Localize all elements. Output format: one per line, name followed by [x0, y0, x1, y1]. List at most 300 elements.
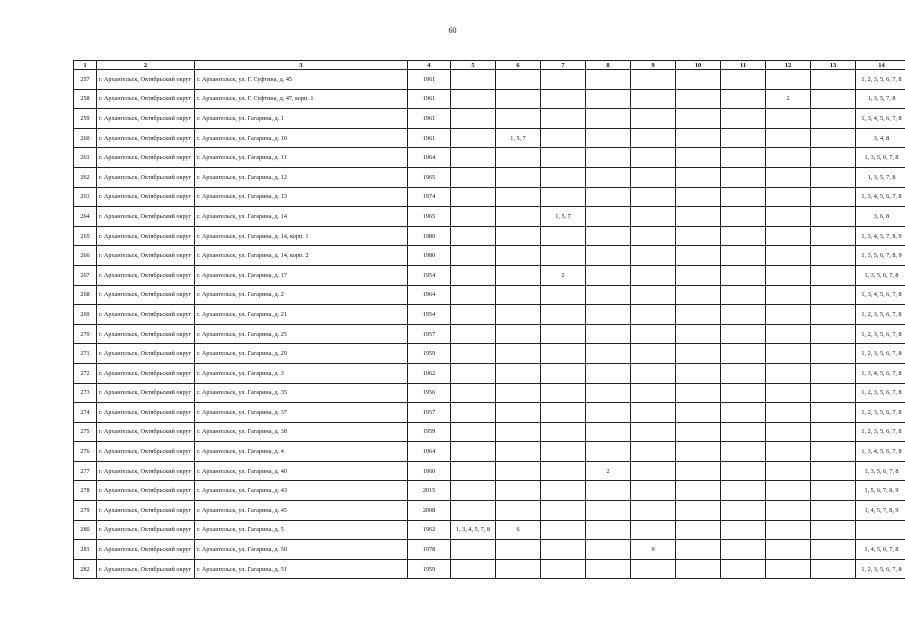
- address-cell: г. Архангельск, ул. Гагарина, д. 43: [195, 481, 408, 501]
- table-row: [74, 383, 905, 403]
- col-9-cell: [631, 403, 676, 423]
- col-9-cell: [631, 70, 676, 90]
- col-9-cell: [631, 501, 676, 521]
- col-13-cell: [811, 501, 856, 521]
- col-10-cell: [676, 246, 721, 266]
- col-9-cell: [631, 442, 676, 462]
- address-cell: г. Архангельск, ул. Гагарина, д. 50: [195, 540, 408, 560]
- col-7-cell: [541, 167, 586, 187]
- location-cell: г. Архангельск, Октябрьский округ: [97, 501, 195, 521]
- col-12-cell: [766, 305, 811, 325]
- col-12-cell: [766, 344, 811, 364]
- col-14-cell: 1, 3, 4, 5, 7, 8, 9: [856, 226, 905, 246]
- row-number: 266: [74, 246, 97, 266]
- col-11-cell: [721, 520, 766, 540]
- row-number: 278: [74, 481, 97, 501]
- col-9-cell: [631, 246, 676, 266]
- col-12-cell: [766, 285, 811, 305]
- col-9-cell: [631, 305, 676, 325]
- location-cell: г. Архангельск, Октябрьский округ: [97, 226, 195, 246]
- location-cell: г. Архангельск, Октябрьский округ: [97, 422, 195, 442]
- col-10-cell: [676, 344, 721, 364]
- col-9-cell: [631, 187, 676, 207]
- year-cell: 1980: [408, 226, 451, 246]
- col-14-cell: 1, 2, 3, 5, 6, 7, 8: [856, 305, 905, 325]
- header-row: [74, 61, 905, 70]
- row-number: 260: [74, 128, 97, 148]
- col-10-cell: [676, 540, 721, 560]
- table-row: [74, 226, 905, 246]
- col-12-cell: [766, 148, 811, 168]
- col-13-cell: [811, 422, 856, 442]
- col-6-cell: [496, 109, 541, 129]
- column-header-8: 8: [586, 61, 631, 70]
- col-14-cell: 1, 2, 3, 5, 6, 7, 8: [856, 324, 905, 344]
- col-6-cell: [496, 540, 541, 560]
- column-header-2: 2: [97, 61, 195, 70]
- col-6-cell: [496, 148, 541, 168]
- col-14-cell: 1, 2, 3, 5, 6, 7, 8: [856, 70, 905, 90]
- address-cell: г. Архангельск, ул. Гагарина, д. 10: [195, 128, 408, 148]
- column-header-13: 13: [811, 61, 856, 70]
- col-13-cell: [811, 285, 856, 305]
- col-5-cell: [451, 305, 496, 325]
- col-14-cell: 1, 3, 4, 5, 6, 7, 8: [856, 187, 905, 207]
- year-cell: 1961: [408, 89, 451, 109]
- year-cell: 1961: [408, 70, 451, 90]
- row-number: 275: [74, 422, 97, 442]
- col-7-cell: [541, 285, 586, 305]
- col-13-cell: [811, 109, 856, 129]
- location-cell: г. Архангельск, Октябрьский округ: [97, 305, 195, 325]
- col-7-cell: [541, 540, 586, 560]
- col-5-cell: [451, 128, 496, 148]
- col-12-cell: [766, 442, 811, 462]
- location-cell: г. Архангельск, Октябрьский округ: [97, 383, 195, 403]
- col-6-cell: [496, 501, 541, 521]
- col-12-cell: [766, 363, 811, 383]
- row-number: 263: [74, 187, 97, 207]
- col-12-cell: [766, 265, 811, 285]
- col-14-cell: 1, 3, 5, 7, 8: [856, 167, 905, 187]
- address-cell: г. Архангельск, ул. Гагарина, д. 14: [195, 207, 408, 227]
- table-row: [74, 187, 905, 207]
- col-5-cell: [451, 422, 496, 442]
- col-12-cell: [766, 167, 811, 187]
- col-8-cell: [586, 520, 631, 540]
- col-9-cell: [631, 128, 676, 148]
- year-cell: 1964: [408, 285, 451, 305]
- col-8-cell: [586, 363, 631, 383]
- col-9-cell: [631, 285, 676, 305]
- col-8-cell: [586, 70, 631, 90]
- col-10-cell: [676, 285, 721, 305]
- col-14-cell: [856, 520, 905, 540]
- table-row: [74, 207, 905, 227]
- year-cell: 1957: [408, 324, 451, 344]
- col-6-cell: [496, 442, 541, 462]
- col-11-cell: [721, 383, 766, 403]
- col-12-cell: [766, 481, 811, 501]
- col-10-cell: [676, 187, 721, 207]
- col-13-cell: [811, 148, 856, 168]
- col-9-cell: [631, 109, 676, 129]
- col-5-cell: [451, 148, 496, 168]
- col-8-cell: [586, 109, 631, 129]
- col-13-cell: [811, 363, 856, 383]
- column-header-4: 4: [408, 61, 451, 70]
- location-cell: г. Архангельск, Октябрьский округ: [97, 207, 195, 227]
- year-cell: 1965: [408, 167, 451, 187]
- row-number: 257: [74, 70, 97, 90]
- location-cell: г. Архангельск, Октябрьский округ: [97, 363, 195, 383]
- col-5-cell: [451, 540, 496, 560]
- table-row: [74, 246, 905, 266]
- column-header-5: 5: [451, 61, 496, 70]
- col-8-cell: [586, 383, 631, 403]
- col-8-cell: [586, 481, 631, 501]
- col-5-cell: [451, 285, 496, 305]
- page-number: 60: [448, 26, 457, 35]
- col-8-cell: [586, 540, 631, 560]
- location-cell: г. Архангельск, Октябрьский округ: [97, 246, 195, 266]
- location-cell: г. Архангельск, Октябрьский округ: [97, 167, 195, 187]
- col-5-cell: [451, 70, 496, 90]
- address-cell: г. Архангельск, ул. Гагарина, д. 14, корп. 1: [195, 226, 408, 246]
- col-5-cell: [451, 226, 496, 246]
- year-cell: 1964: [408, 442, 451, 462]
- col-12-cell: [766, 70, 811, 90]
- col-7-cell: [541, 481, 586, 501]
- col-12-cell: 2: [766, 89, 811, 109]
- col-13-cell: [811, 481, 856, 501]
- year-cell: 1959: [408, 422, 451, 442]
- col-8-cell: [586, 167, 631, 187]
- col-11-cell: [721, 167, 766, 187]
- col-6-cell: [496, 226, 541, 246]
- col-12-cell: [766, 109, 811, 129]
- col-11-cell: [721, 265, 766, 285]
- col-12-cell: [766, 226, 811, 246]
- col-10-cell: [676, 265, 721, 285]
- col-10-cell: [676, 461, 721, 481]
- location-cell: г. Архангельск, Октябрьский округ: [97, 109, 195, 129]
- col-5-cell: [451, 187, 496, 207]
- col-9-cell: [631, 461, 676, 481]
- column-header-6: 6: [496, 61, 541, 70]
- location-cell: г. Архангельск, Октябрьский округ: [97, 128, 195, 148]
- col-10-cell: [676, 305, 721, 325]
- col-13-cell: [811, 89, 856, 109]
- col-13-cell: [811, 128, 856, 148]
- table-row: [74, 540, 905, 560]
- col-8-cell: [586, 559, 631, 579]
- col-5-cell: [451, 501, 496, 521]
- col-5-cell: [451, 559, 496, 579]
- col-13-cell: [811, 461, 856, 481]
- col-11-cell: [721, 109, 766, 129]
- col-13-cell: [811, 403, 856, 423]
- table-row: [74, 128, 905, 148]
- col-10-cell: [676, 207, 721, 227]
- address-cell: г. Архангельск, ул. Гагарина, д. 38: [195, 422, 408, 442]
- col-7-cell: [541, 246, 586, 266]
- col-7-cell: [541, 226, 586, 246]
- table-row: [74, 461, 905, 481]
- col-5-cell: [451, 403, 496, 423]
- col-6-cell: [496, 70, 541, 90]
- col-9-cell: [631, 167, 676, 187]
- year-cell: 2015: [408, 481, 451, 501]
- col-9-cell: [631, 324, 676, 344]
- col-8-cell: [586, 148, 631, 168]
- col-13-cell: [811, 246, 856, 266]
- row-number: 262: [74, 167, 97, 187]
- row-number: 264: [74, 207, 97, 227]
- col-10-cell: [676, 383, 721, 403]
- row-number: 269: [74, 305, 97, 325]
- col-5-cell: [451, 265, 496, 285]
- col-11-cell: [721, 481, 766, 501]
- col-6-cell: [496, 207, 541, 227]
- location-cell: г. Архангельск, Октябрьский округ: [97, 540, 195, 560]
- col-13-cell: [811, 167, 856, 187]
- table-row: [74, 324, 905, 344]
- address-cell: г. Архангельск, ул. Гагарина, д. 13: [195, 187, 408, 207]
- col-7-cell: [541, 461, 586, 481]
- col-11-cell: [721, 403, 766, 423]
- col-12-cell: [766, 383, 811, 403]
- table-row: [74, 109, 905, 129]
- column-header-14: 14: [856, 61, 905, 70]
- col-14-cell: 1, 2, 3, 5, 6, 7, 8: [856, 383, 905, 403]
- col-8-cell: [586, 128, 631, 148]
- col-11-cell: [721, 226, 766, 246]
- year-cell: 1974: [408, 187, 451, 207]
- address-cell: г. Архангельск, ул. Г. Суфтина, д. 45: [195, 70, 408, 90]
- year-cell: 2008: [408, 501, 451, 521]
- col-11-cell: [721, 187, 766, 207]
- col-11-cell: [721, 246, 766, 266]
- col-13-cell: [811, 559, 856, 579]
- col-6-cell: [496, 305, 541, 325]
- col-14-cell: 1, 2, 3, 5, 6, 7, 8: [856, 422, 905, 442]
- col-9-cell: [631, 89, 676, 109]
- col-14-cell: 1, 4, 5, 6, 7, 8: [856, 540, 905, 560]
- location-cell: г. Архангельск, Октябрьский округ: [97, 148, 195, 168]
- column-header-10: 10: [676, 61, 721, 70]
- col-11-cell: [721, 148, 766, 168]
- col-5-cell: [451, 442, 496, 462]
- address-cell: г. Архангельск, ул. Гагарина, д. 35: [195, 383, 408, 403]
- col-7-cell: [541, 187, 586, 207]
- year-cell: 1964: [408, 148, 451, 168]
- column-header-7: 7: [541, 61, 586, 70]
- table-row: [74, 403, 905, 423]
- location-cell: г. Архангельск, Октябрьский округ: [97, 481, 195, 501]
- col-11-cell: [721, 89, 766, 109]
- col-6-cell: [496, 344, 541, 364]
- location-cell: г. Архангельск, Октябрьский округ: [97, 403, 195, 423]
- address-cell: г. Архангельск, ул. Гагарина, д. 12: [195, 167, 408, 187]
- col-9-cell: [631, 383, 676, 403]
- col-13-cell: [811, 442, 856, 462]
- location-cell: г. Архангельск, Октябрьский округ: [97, 461, 195, 481]
- address-cell: г. Архангельск, ул. Гагарина, д. 5: [195, 520, 408, 540]
- col-11-cell: [721, 128, 766, 148]
- col-14-cell: 1, 3, 5, 6, 7, 8, 9: [856, 246, 905, 266]
- col-11-cell: [721, 363, 766, 383]
- col-12-cell: [766, 461, 811, 481]
- col-11-cell: [721, 559, 766, 579]
- col-13-cell: [811, 305, 856, 325]
- col-9-cell: [631, 363, 676, 383]
- col-6-cell: [496, 461, 541, 481]
- col-10-cell: [676, 363, 721, 383]
- row-number: 274: [74, 403, 97, 423]
- table-row: [74, 363, 905, 383]
- col-14-cell: 1, 2, 3, 5, 6, 7, 8: [856, 403, 905, 423]
- col-9-cell: [631, 481, 676, 501]
- col-11-cell: [721, 324, 766, 344]
- col-9-cell: [631, 422, 676, 442]
- location-cell: г. Архангельск, Октябрьский округ: [97, 442, 195, 462]
- row-number: 281: [74, 540, 97, 560]
- col-8-cell: [586, 501, 631, 521]
- col-14-cell: 1, 3, 4, 5, 6, 7, 8: [856, 285, 905, 305]
- col-7-cell: [541, 422, 586, 442]
- col-10-cell: [676, 226, 721, 246]
- col-5-cell: 1, 3, 4, 5, 7, 8: [451, 520, 496, 540]
- col-8-cell: [586, 422, 631, 442]
- col-10-cell: [676, 501, 721, 521]
- col-9-cell: [631, 207, 676, 227]
- row-number: 259: [74, 109, 97, 129]
- col-14-cell: 1, 3, 5, 7, 8: [856, 89, 905, 109]
- address-cell: г. Архангельск, ул. Гагарина, д. 17: [195, 265, 408, 285]
- col-9-cell: [631, 344, 676, 364]
- col-14-cell: 1, 3, 5, 6, 7, 8: [856, 148, 905, 168]
- col-7-cell: [541, 442, 586, 462]
- table-row: [74, 305, 905, 325]
- year-cell: 1961: [408, 109, 451, 129]
- col-9-cell: [631, 265, 676, 285]
- col-5-cell: [451, 324, 496, 344]
- table-row: [74, 559, 905, 579]
- year-cell: 1954: [408, 265, 451, 285]
- col-6-cell: [496, 363, 541, 383]
- col-9-cell: 9: [631, 540, 676, 560]
- col-5-cell: [451, 383, 496, 403]
- col-12-cell: [766, 540, 811, 560]
- col-7-cell: [541, 559, 586, 579]
- location-cell: г. Архангельск, Октябрьский округ: [97, 89, 195, 109]
- col-7-cell: 1, 5, 7: [541, 207, 586, 227]
- col-6-cell: 1, 5, 7: [496, 128, 541, 148]
- col-11-cell: [721, 305, 766, 325]
- table-row: [74, 520, 905, 540]
- col-5-cell: [451, 246, 496, 266]
- col-8-cell: [586, 246, 631, 266]
- col-6-cell: [496, 167, 541, 187]
- year-cell: 1965: [408, 207, 451, 227]
- row-number: 273: [74, 383, 97, 403]
- col-13-cell: [811, 265, 856, 285]
- col-10-cell: [676, 520, 721, 540]
- location-cell: г. Архангельск, Октябрьский округ: [97, 559, 195, 579]
- col-8-cell: [586, 207, 631, 227]
- year-cell: 1959: [408, 344, 451, 364]
- address-cell: г. Архангельск, ул. Гагарина, д. 2: [195, 285, 408, 305]
- col-9-cell: [631, 520, 676, 540]
- year-cell: 1980: [408, 246, 451, 266]
- col-13-cell: [811, 207, 856, 227]
- year-cell: 1959: [408, 559, 451, 579]
- col-13-cell: [811, 324, 856, 344]
- table-row: [74, 265, 905, 285]
- row-number: 276: [74, 442, 97, 462]
- col-8-cell: [586, 89, 631, 109]
- col-14-cell: 1, 3, 4, 5, 6, 7, 8: [856, 109, 905, 129]
- col-10-cell: [676, 148, 721, 168]
- location-cell: г. Архангельск, Октябрьский округ: [97, 187, 195, 207]
- table-row: [74, 481, 905, 501]
- col-11-cell: [721, 540, 766, 560]
- col-11-cell: [721, 442, 766, 462]
- col-10-cell: [676, 109, 721, 129]
- column-header-11: 11: [721, 61, 766, 70]
- col-5-cell: [451, 109, 496, 129]
- col-12-cell: [766, 187, 811, 207]
- col-10-cell: [676, 167, 721, 187]
- address-cell: г. Архангельск, ул. Гагарина, д. 14, корп. 2: [195, 246, 408, 266]
- col-11-cell: [721, 461, 766, 481]
- col-13-cell: [811, 226, 856, 246]
- col-12-cell: [766, 520, 811, 540]
- col-11-cell: [721, 501, 766, 521]
- col-7-cell: [541, 403, 586, 423]
- table-row: [74, 167, 905, 187]
- col-7-cell: [541, 89, 586, 109]
- col-6-cell: [496, 422, 541, 442]
- location-cell: г. Архангельск, Октябрьский округ: [97, 324, 195, 344]
- col-12-cell: [766, 246, 811, 266]
- col-9-cell: [631, 148, 676, 168]
- col-14-cell: 1, 3, 4, 5, 6, 7, 8: [856, 442, 905, 462]
- col-5-cell: [451, 481, 496, 501]
- address-cell: г. Архангельск, ул. Гагарина, д. 11: [195, 148, 408, 168]
- col-14-cell: 1, 2, 3, 5, 6, 7, 8: [856, 344, 905, 364]
- year-cell: 1960: [408, 461, 451, 481]
- column-header-1: 1: [74, 61, 97, 70]
- col-11-cell: [721, 344, 766, 364]
- col-7-cell: [541, 128, 586, 148]
- row-number: 267: [74, 265, 97, 285]
- address-cell: г. Архангельск, ул. Гагарина, д. 40: [195, 461, 408, 481]
- row-number: 279: [74, 501, 97, 521]
- col-10-cell: [676, 324, 721, 344]
- col-12-cell: [766, 403, 811, 423]
- year-cell: 1962: [408, 363, 451, 383]
- address-cell: г. Архангельск, ул. Гагарина, д. 37: [195, 403, 408, 423]
- address-cell: г. Архангельск, ул. Гагарина, д. 1: [195, 109, 408, 129]
- location-cell: г. Архангельск, Октябрьский округ: [97, 70, 195, 90]
- column-header-9: 9: [631, 61, 676, 70]
- col-14-cell: 3, 4, 8: [856, 128, 905, 148]
- col-14-cell: 1, 3, 5, 6, 7, 8: [856, 461, 905, 481]
- col-8-cell: [586, 344, 631, 364]
- registry-table: [73, 60, 905, 579]
